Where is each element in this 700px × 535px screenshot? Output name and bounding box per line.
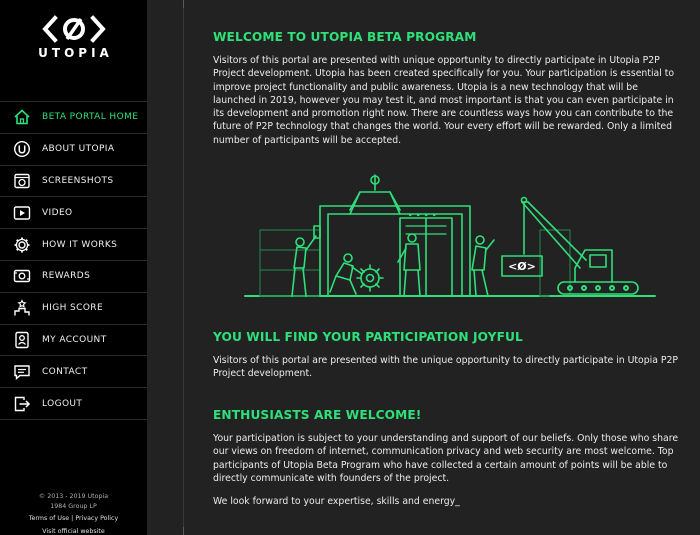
enthusiasts-paragraph: Your participation is subject to your understanding and support of our beliefs. Only those who share our views on freedom of internet, communication privacy and web security are most welcome. Top participants of Utopia Beta Program who have collected a certain amount of points will be able to directly communicate with founders of the project.	[213, 433, 679, 484]
sidebar-item-about-utopia[interactable]	[0, 134, 147, 166]
privacy-link[interactable]: Privacy Policy	[75, 515, 119, 522]
sidebar-item-label: HOW IT WORKS	[42, 239, 118, 250]
sidebar-item-label: HIGH SCORE	[42, 303, 104, 314]
footer-separator: |	[71, 515, 74, 522]
enthusiasts-heading: ENTHUSIASTS ARE WELCOME!	[213, 408, 422, 422]
sidebar-nav	[0, 101, 147, 420]
sidebar-item-logout[interactable]	[0, 388, 147, 420]
joyful-section	[213, 330, 683, 381]
sidebar-item-my-account[interactable]	[0, 325, 147, 357]
divider-tick-top	[183, 0, 184, 8]
enthusiasts-section	[213, 408, 683, 508]
utopia-u-icon	[13, 140, 31, 158]
gear-icon	[13, 236, 31, 254]
welcome-paragraph: Visitors of this portal are presented with unique opportunity to directly participate in Utopia P2P Project development. Utopia has been created specifically for you. Your participation is essential to improve project functionality and public awareness. Utopia is a new technology that will be launched in 2019, however you may test it, and most important is that you can even participate in its development and promotion right now. There are countless ways how you can contribute to the future of P2P technology that changes the world. Your every effort will be rewarded. Only a limited number of participants will be accepted.	[213, 55, 675, 146]
sidebar-item-high-score[interactable]	[0, 293, 147, 325]
sidebar-item-label: BETA PORTAL HOME	[42, 112, 139, 123]
sidebar-item-label: VIDEO	[42, 207, 73, 218]
video-play-icon	[13, 204, 31, 222]
sidebar-item-contact[interactable]	[0, 356, 147, 388]
sidebar-item-rewards[interactable]	[0, 261, 147, 293]
screenshot-icon	[13, 172, 31, 190]
rewards-ticket-icon	[13, 267, 31, 285]
utopia-logo[interactable]	[0, 14, 147, 60]
joyful-heading: YOU WILL FIND YOUR PARTICIPATION JOYFUL	[213, 330, 523, 344]
chat-icon	[13, 363, 31, 381]
sidebar-item-beta-portal-home[interactable]	[0, 102, 147, 134]
joyful-paragraph: Visitors of this portal are presented with the unique opportunity to directly participate in Utopia P2P Project development.	[213, 355, 678, 380]
main-content	[213, 30, 683, 147]
sidebar-item-label: REWARDS	[42, 271, 91, 282]
footer-links	[0, 514, 147, 524]
sidebar-item-label: MY ACCOUNT	[42, 334, 107, 345]
terms-link[interactable]: Terms of Use	[28, 515, 70, 522]
closing-paragraph: We look forward to your expertise, skills and energy_	[213, 496, 460, 508]
sidebar	[0, 0, 147, 535]
utopia-logo-mark-icon	[42, 14, 106, 44]
welcome-heading: WELCOME TO UTOPIA BETA PROGRAM	[213, 30, 477, 44]
content-divider	[183, 0, 184, 535]
construction-illustration	[240, 170, 660, 300]
sidebar-item-label: CONTACT	[42, 366, 88, 377]
brand-name: UTOPIA	[38, 46, 113, 60]
sidebar-footer	[0, 492, 147, 535]
home-icon	[13, 108, 31, 126]
sidebar-item-label: ABOUT UTOPIA	[42, 144, 115, 155]
illustration-sign-text: <Ø>	[508, 260, 536, 273]
account-icon	[13, 331, 31, 349]
sidebar-item-video[interactable]	[0, 197, 147, 229]
sidebar-item-label: LOGOUT	[42, 398, 83, 409]
visit-website-link[interactable]: Visit official website	[42, 528, 105, 535]
divider-tick-bottom	[183, 527, 184, 535]
sidebar-item-how-it-works[interactable]	[0, 229, 147, 261]
logout-icon	[13, 395, 31, 413]
podium-icon	[13, 299, 31, 317]
copyright-text: © 2013 - 2019 Utopia	[38, 493, 109, 500]
sidebar-item-label: SCREENSHOTS	[42, 175, 114, 186]
sidebar-item-screenshots[interactable]	[0, 166, 147, 198]
company-text: 1984 Group LP	[50, 503, 97, 510]
